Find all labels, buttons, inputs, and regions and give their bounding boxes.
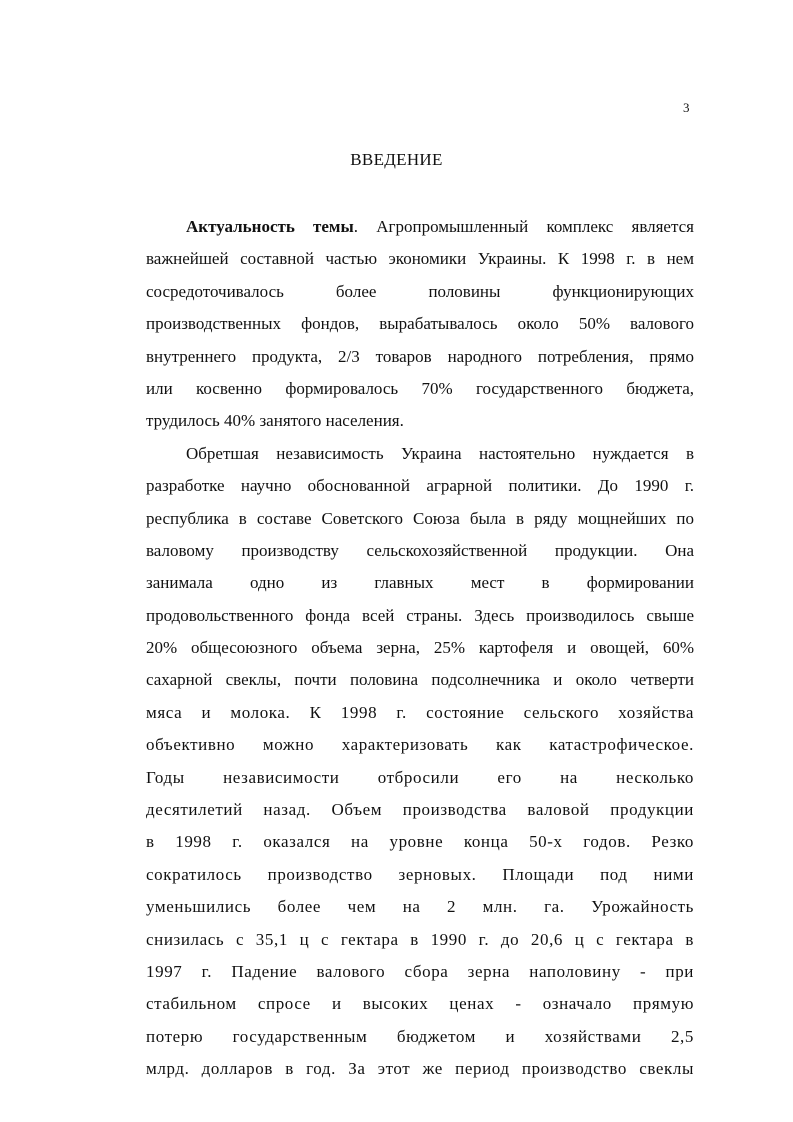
text-line: снизилась с 35,1 ц с гектара в 1990 г. до 20,6 ц с гектара в [146, 929, 694, 949]
text-line: уменьшились более чем на 2 млн. га. Урожайность [146, 897, 694, 917]
section-heading: ВВЕДЕНИЕ [350, 150, 443, 169]
text-line: Годы независимости отбросили его на несколько [146, 767, 694, 787]
text-line: млрд. долларов в год. За этот же период производство свеклы [146, 1059, 694, 1079]
text-line: Обретшая независимость Украина настоятельно нуждается в [186, 443, 694, 463]
text-line: 20% общесоюзного объема зерна, 25% картофеля и овощей, 60% [146, 638, 694, 658]
text-line: сосредоточивалось более половины функционирующих [146, 281, 694, 301]
text-line: разработке научно обоснованной аграрной политики. До 1990 г. [146, 476, 694, 496]
text-line: производственных фондов, вырабатывалось около 50% валового [146, 314, 694, 334]
text-line: продовольственного фонда всей страны. Здесь производилось свыше [146, 605, 694, 625]
text-line: внутреннего продукта, 2/3 товаров народного потребления, прямо [146, 346, 694, 366]
text-line: валовому производству сельскохозяйственной продукции. Она [146, 540, 694, 560]
text-line: мяса и молока. К 1998 г. состояние сельского хозяйства [146, 702, 694, 722]
lead-bold-text: Актуальность темы [186, 217, 354, 236]
text-line: сахарной свеклы, почти половина подсолнечника и около четверти [146, 670, 694, 690]
text-line: в 1998 г. оказался на уровне конца 50-х годов. Резко [146, 832, 694, 852]
text-line: трудилось 40% занятого населения. [146, 411, 404, 431]
body-text [146, 211, 694, 1086]
text-line: занимала одно из главных мест в формировании [146, 573, 694, 593]
text-line: десятилетий назад. Объем производства валовой продукции [146, 800, 694, 820]
text-line: потерю государственным бюджетом и хозяйствами 2,5 [146, 1026, 694, 1046]
text-line: сократилось производство зерновых. Площади под ними [146, 864, 694, 884]
text-line: объективно можно характеризовать как катастрофическое. [146, 735, 694, 755]
text-line: или косвенно формировалось 70% государственного бюджета, [146, 378, 694, 398]
text-line: республика в составе Советского Союза была в ряду мощнейших по [146, 508, 694, 528]
text-line [146, 211, 694, 243]
text-line-content: . Агропромышленный комплекс является [353, 217, 694, 236]
text-line: стабильном спросе и высоких ценах - означало прямую [146, 994, 694, 1014]
page-number: 3 [683, 100, 690, 115]
text-line: важнейшей составной частью экономики Украины. К 1998 г. в нем [146, 249, 694, 269]
text-line: 1997 г. Падение валового сбора зерна наполовину - при [146, 961, 694, 981]
